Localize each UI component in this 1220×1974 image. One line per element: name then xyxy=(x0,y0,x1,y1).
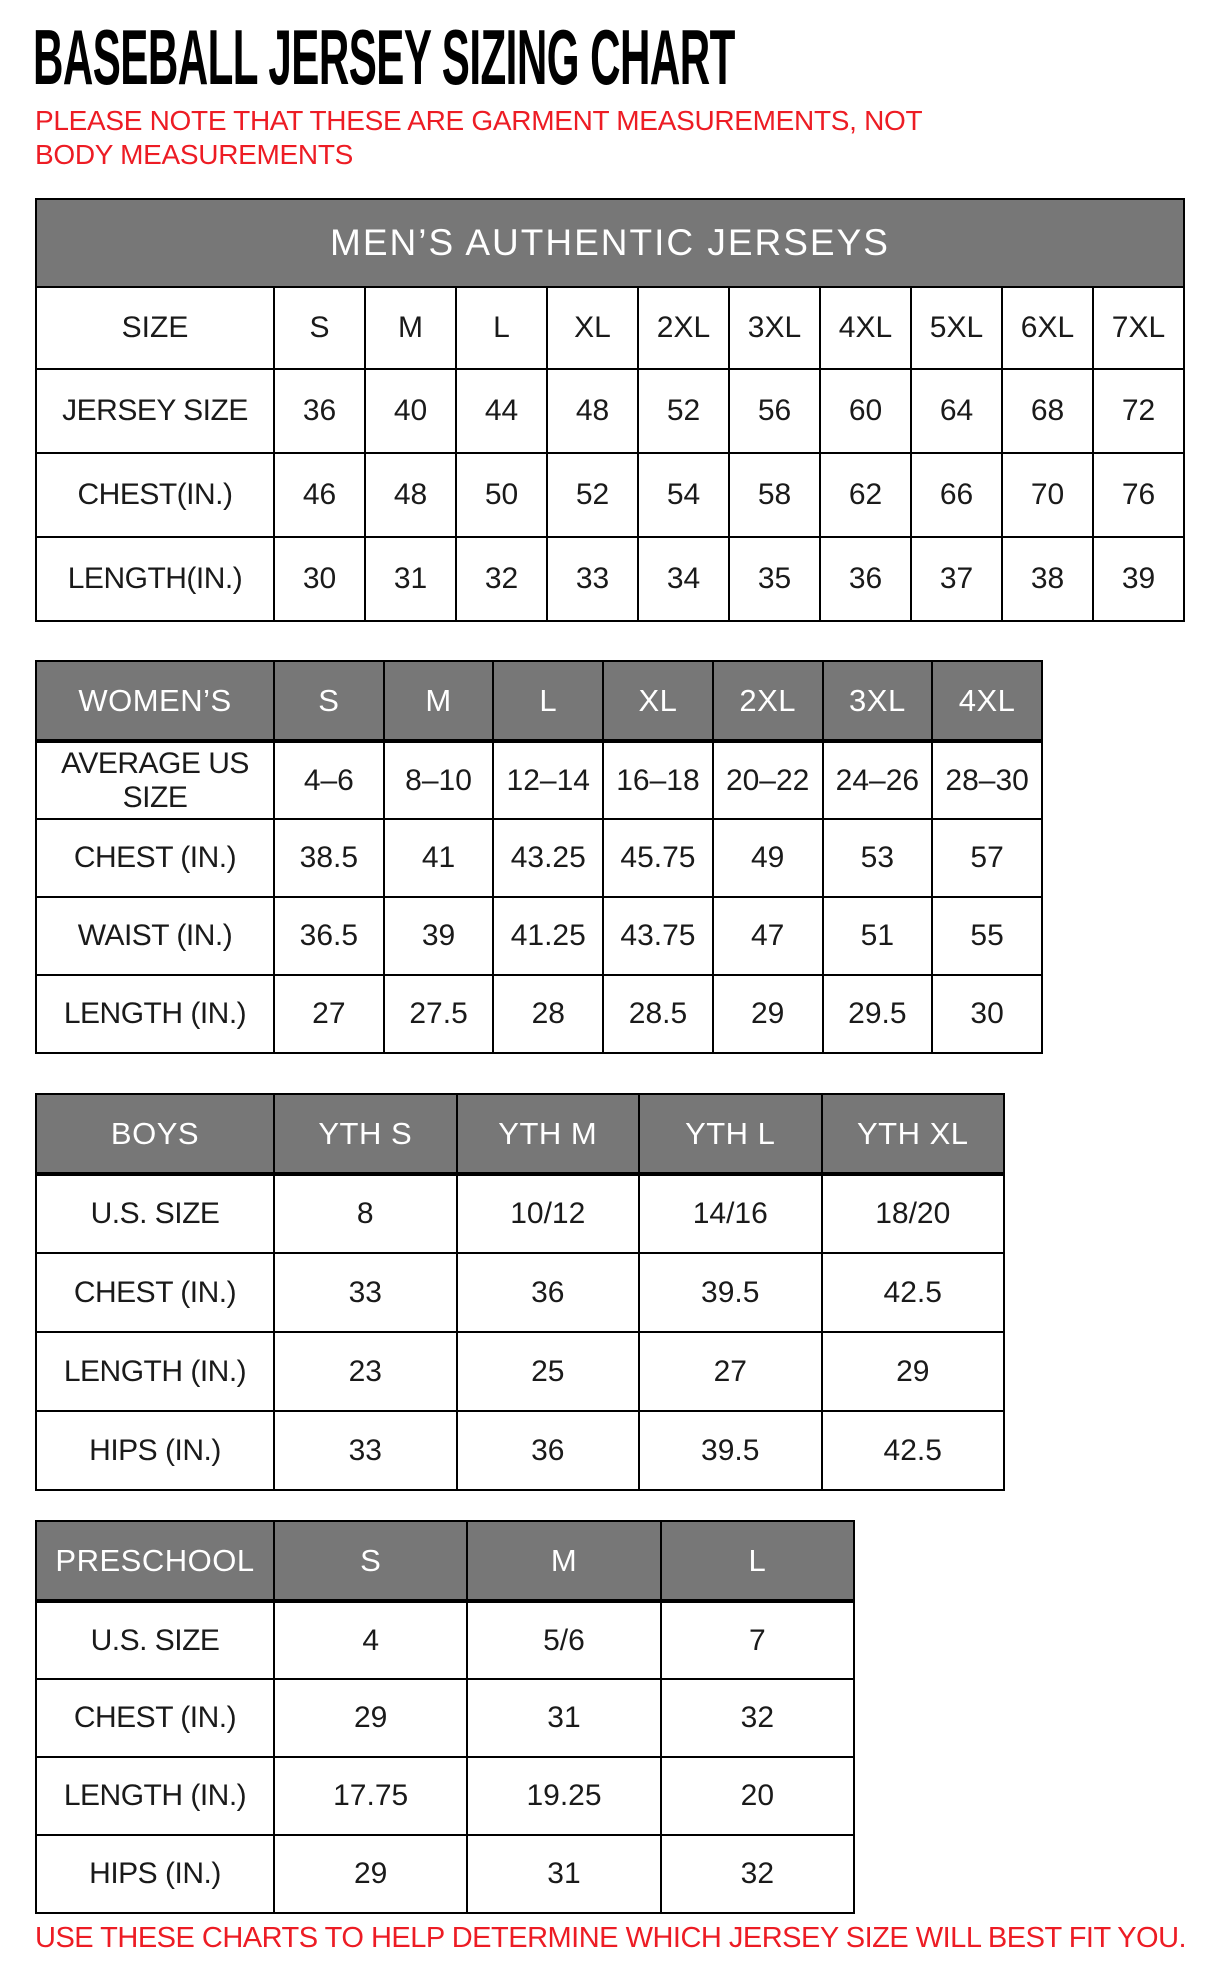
size-value-cell: 39 xyxy=(1093,537,1184,621)
size-value-cell: 29 xyxy=(822,1332,1005,1411)
column-header: M xyxy=(384,661,494,741)
size-value-cell: 29 xyxy=(274,1679,467,1757)
size-value-cell: 36.5 xyxy=(274,897,384,975)
size-value-cell: 52 xyxy=(547,453,638,537)
size-value-cell: 8–10 xyxy=(384,741,494,819)
column-header-row xyxy=(36,287,1184,369)
size-value-cell: 39.5 xyxy=(639,1253,822,1332)
row-label: WAIST (IN.) xyxy=(36,897,274,975)
column-header-row xyxy=(36,1094,1004,1174)
size-value-cell: 44 xyxy=(456,369,547,453)
size-value-cell: 31 xyxy=(467,1835,660,1913)
column-header: L xyxy=(661,1521,854,1601)
footer-fit-note: USE THESE CHARTS TO HELP DETERMINE WHICH JERSEY SIZE WILL BEST FIT YOU. xyxy=(35,1922,1187,1954)
size-value-cell: 58 xyxy=(729,453,820,537)
table-row xyxy=(36,369,1184,453)
size-value-cell: 42.5 xyxy=(822,1411,1005,1490)
column-header: 5XL xyxy=(911,287,1002,369)
row-label: CHEST (IN.) xyxy=(36,1253,274,1332)
size-value-cell: 43.25 xyxy=(493,819,603,897)
column-header: YTH S xyxy=(274,1094,457,1174)
size-value-cell: 36 xyxy=(820,537,911,621)
size-value-cell: 32 xyxy=(661,1679,854,1757)
preschool-header-label: PRESCHOOL xyxy=(36,1521,274,1601)
size-value-cell: 29 xyxy=(713,975,823,1053)
size-value-cell: 38 xyxy=(1002,537,1093,621)
row-label: HIPS (IN.) xyxy=(36,1835,274,1913)
column-header-row xyxy=(36,661,1042,741)
size-value-cell: 30 xyxy=(274,537,365,621)
size-value-cell: 29 xyxy=(274,1835,467,1913)
column-header: 4XL xyxy=(932,661,1042,741)
column-header-row xyxy=(36,1521,854,1601)
column-header: YTH XL xyxy=(822,1094,1005,1174)
table-row xyxy=(36,1757,854,1835)
size-value-cell: 35 xyxy=(729,537,820,621)
womens-header-label: WOMEN’S xyxy=(36,661,274,741)
mens-header-label: SIZE xyxy=(36,287,274,369)
row-label: U.S. SIZE xyxy=(36,1601,274,1679)
row-label: CHEST(IN.) xyxy=(36,453,274,537)
size-value-cell: 12–14 xyxy=(493,741,603,819)
column-header: XL xyxy=(547,287,638,369)
womens-sizing-table xyxy=(35,660,1043,1054)
column-header: 4XL xyxy=(820,287,911,369)
size-value-cell: 30 xyxy=(932,975,1042,1053)
column-header: 2XL xyxy=(713,661,823,741)
size-value-cell: 20 xyxy=(661,1757,854,1835)
page-title: BASEBALL JERSEY SIZING CHART xyxy=(33,13,735,101)
size-value-cell: 36 xyxy=(457,1411,640,1490)
size-value-cell: 4 xyxy=(274,1601,467,1679)
size-value-cell: 28.5 xyxy=(603,975,713,1053)
column-header: 3XL xyxy=(729,287,820,369)
size-value-cell: 39 xyxy=(384,897,494,975)
column-header: YTH L xyxy=(639,1094,822,1174)
garment-measurements-note: PLEASE NOTE THAT THESE ARE GARMENT MEASUREMENTS, NOT BODY MEASUREMENTS xyxy=(35,105,922,170)
size-value-cell: 27 xyxy=(639,1332,822,1411)
size-value-cell: 33 xyxy=(274,1411,457,1490)
size-value-cell: 34 xyxy=(638,537,729,621)
size-value-cell: 31 xyxy=(365,537,456,621)
row-label: AVERAGE US SIZE xyxy=(36,741,274,819)
size-value-cell: 37 xyxy=(911,537,1002,621)
size-value-cell: 8 xyxy=(274,1174,457,1253)
column-header: 3XL xyxy=(823,661,933,741)
size-value-cell: 25 xyxy=(457,1332,640,1411)
column-header: M xyxy=(365,287,456,369)
size-value-cell: 28–30 xyxy=(932,741,1042,819)
mens-authentic-jerseys-table xyxy=(35,198,1185,622)
size-value-cell: 52 xyxy=(638,369,729,453)
row-label: LENGTH (IN.) xyxy=(36,1757,274,1835)
size-value-cell: 66 xyxy=(911,453,1002,537)
size-value-cell: 43.75 xyxy=(603,897,713,975)
size-value-cell: 27.5 xyxy=(384,975,494,1053)
size-value-cell: 27 xyxy=(274,975,384,1053)
column-header: XL xyxy=(603,661,713,741)
column-header: 6XL xyxy=(1002,287,1093,369)
size-value-cell: 5/6 xyxy=(467,1601,660,1679)
size-value-cell: 17.75 xyxy=(274,1757,467,1835)
boys-header-label: BOYS xyxy=(36,1094,274,1174)
size-value-cell: 50 xyxy=(456,453,547,537)
size-value-cell: 31 xyxy=(467,1679,660,1757)
column-header: S xyxy=(274,661,384,741)
size-value-cell: 33 xyxy=(274,1253,457,1332)
column-header: YTH M xyxy=(457,1094,640,1174)
table-row xyxy=(36,819,1042,897)
size-value-cell: 20–22 xyxy=(713,741,823,819)
size-value-cell: 24–26 xyxy=(823,741,933,819)
size-value-cell: 48 xyxy=(365,453,456,537)
size-value-cell: 38.5 xyxy=(274,819,384,897)
table-row xyxy=(36,537,1184,621)
size-value-cell: 60 xyxy=(820,369,911,453)
size-value-cell: 41 xyxy=(384,819,494,897)
size-value-cell: 7 xyxy=(661,1601,854,1679)
row-label: LENGTH(IN.) xyxy=(36,537,274,621)
size-value-cell: 64 xyxy=(911,369,1002,453)
size-value-cell: 36 xyxy=(274,369,365,453)
column-header: M xyxy=(467,1521,660,1601)
table-row xyxy=(36,897,1042,975)
column-header: 2XL xyxy=(638,287,729,369)
size-value-cell: 68 xyxy=(1002,369,1093,453)
size-value-cell: 42.5 xyxy=(822,1253,1005,1332)
row-label: JERSEY SIZE xyxy=(36,369,274,453)
row-label: U.S. SIZE xyxy=(36,1174,274,1253)
size-value-cell: 72 xyxy=(1093,369,1184,453)
row-label: LENGTH (IN.) xyxy=(36,975,274,1053)
row-label: CHEST (IN.) xyxy=(36,1679,274,1757)
size-value-cell: 18/20 xyxy=(822,1174,1005,1253)
table-row xyxy=(36,1174,1004,1253)
column-header: 7XL xyxy=(1093,287,1184,369)
size-value-cell: 36 xyxy=(457,1253,640,1332)
size-value-cell: 23 xyxy=(274,1332,457,1411)
table-row xyxy=(36,975,1042,1053)
size-value-cell: 28 xyxy=(493,975,603,1053)
boys-sizing-table xyxy=(35,1093,1005,1491)
size-value-cell: 32 xyxy=(661,1835,854,1913)
size-value-cell: 4–6 xyxy=(274,741,384,819)
size-value-cell: 70 xyxy=(1002,453,1093,537)
column-header: L xyxy=(493,661,603,741)
table-row xyxy=(36,1253,1004,1332)
size-value-cell: 55 xyxy=(932,897,1042,975)
size-value-cell: 45.75 xyxy=(603,819,713,897)
size-value-cell: 41.25 xyxy=(493,897,603,975)
size-value-cell: 48 xyxy=(547,369,638,453)
column-header: L xyxy=(456,287,547,369)
table-row xyxy=(36,1601,854,1679)
row-label: LENGTH (IN.) xyxy=(36,1332,274,1411)
size-value-cell: 49 xyxy=(713,819,823,897)
preschool-sizing-table xyxy=(35,1520,855,1914)
table-row xyxy=(36,1332,1004,1411)
size-value-cell: 57 xyxy=(932,819,1042,897)
size-value-cell: 10/12 xyxy=(457,1174,640,1253)
table-row xyxy=(36,1679,854,1757)
size-value-cell: 19.25 xyxy=(467,1757,660,1835)
size-value-cell: 29.5 xyxy=(823,975,933,1053)
size-value-cell: 40 xyxy=(365,369,456,453)
table-banner-row xyxy=(36,199,1184,287)
row-label: HIPS (IN.) xyxy=(36,1411,274,1490)
row-label: CHEST (IN.) xyxy=(36,819,274,897)
size-value-cell: 56 xyxy=(729,369,820,453)
table-row xyxy=(36,741,1042,819)
size-value-cell: 76 xyxy=(1093,453,1184,537)
column-header: S xyxy=(274,287,365,369)
size-value-cell: 62 xyxy=(820,453,911,537)
table-row xyxy=(36,1411,1004,1490)
size-value-cell: 51 xyxy=(823,897,933,975)
size-value-cell: 53 xyxy=(823,819,933,897)
table-row xyxy=(36,453,1184,537)
table-row xyxy=(36,1835,854,1913)
size-value-cell: 32 xyxy=(456,537,547,621)
size-value-cell: 39.5 xyxy=(639,1411,822,1490)
size-value-cell: 14/16 xyxy=(639,1174,822,1253)
size-value-cell: 33 xyxy=(547,537,638,621)
size-value-cell: 16–18 xyxy=(603,741,713,819)
size-value-cell: 46 xyxy=(274,453,365,537)
mens-banner-title: MEN’S AUTHENTIC JERSEYS xyxy=(36,199,1184,287)
size-value-cell: 47 xyxy=(713,897,823,975)
column-header: S xyxy=(274,1521,467,1601)
size-value-cell: 54 xyxy=(638,453,729,537)
